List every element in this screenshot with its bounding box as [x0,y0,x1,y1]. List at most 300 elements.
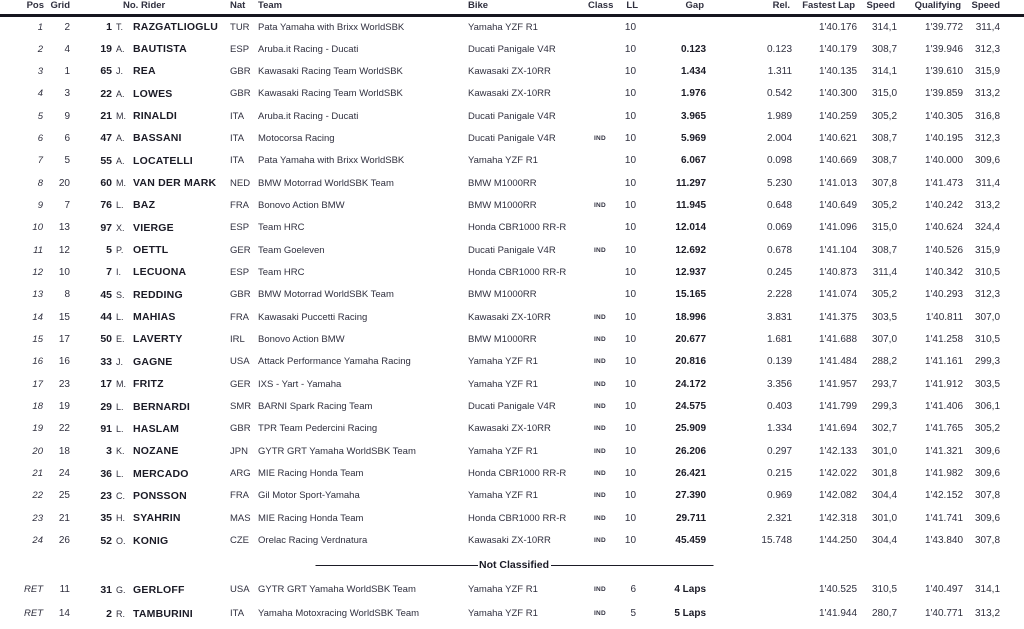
result-row [0,462,1024,484]
position-cell: RET [24,608,43,620]
nationality-cell: ITA [230,110,245,122]
relative-gap-cell: 0.297 [766,445,793,457]
rider-number-cell: 35 [100,512,112,525]
fastest-lap-cell: 1'40.669 [818,155,858,167]
rider-initial: O. [116,535,126,546]
fastest-lap-cell: 1'41.799 [818,401,858,413]
rider-surname: NOZANE [133,445,179,458]
qualifying-speed-cell: 311,4 [975,21,1001,33]
rider-number-cell: 44 [100,311,112,324]
team-cell: Kawasaki Racing Team WorldSBK [258,65,403,77]
rider-cell [112,395,224,417]
rider-number-cell: 1 [106,21,112,34]
rider-number-cell: 31 [100,583,112,596]
relative-gap-cell: 2.004 [766,132,793,144]
nationality-cell: ESP [230,266,250,278]
grid-cell: 24 [58,468,70,480]
rider-cell [112,602,224,626]
rider-surname: LAVERTY [133,333,183,346]
rider-surname: RAZGATLIOGLU [133,21,219,34]
qualifying-speed-cell: 312,3 [974,43,1001,55]
team-cell: BMW Motorrad WorldSBK Team [258,289,394,301]
classified-results-body [0,16,1024,552]
class-cell [588,16,612,38]
grid-cell: 6 [64,132,70,144]
qualifying-time-cell: 1'41.321 [924,445,964,457]
col-header-pos: Pos [0,0,46,16]
rider-initial: I. [116,267,122,278]
fastest-speed-cell: 301,8 [871,468,898,480]
fastest-lap-cell: 1'41.484 [818,356,858,368]
laps-cell: 10 [624,199,637,211]
team-cell: Pata Yamaha with Brixx WorldSBK [258,155,405,167]
nationality-cell: NED [230,177,251,189]
qualifying-speed-cell: 324,4 [974,222,1001,234]
fastest-speed-cell: 302,7 [871,423,898,435]
relative-gap-cell: 3.356 [766,378,793,390]
fastest-speed-cell: 308,7 [871,43,898,55]
result-row [0,150,1024,172]
rider-number-cell: 21 [100,110,112,123]
col-header-bike: Bike [462,0,588,16]
class-cell: IND [593,358,607,366]
qualifying-speed-cell: 310,5 [974,333,1001,345]
fastest-speed-cell: 293,7 [871,378,898,390]
fastest-lap-cell: 1'41.375 [818,311,858,323]
position-cell: 11 [33,244,43,256]
grid-cell: 18 [58,445,70,457]
relative-gap-cell: 0.215 [766,468,793,480]
team-cell: MIE Racing Honda Team [258,468,364,480]
rider-initial: P. [116,245,124,256]
qualifying-speed-cell: 316,8 [974,110,1001,122]
laps-cell: 10 [624,177,637,189]
position-cell: 16 [32,356,43,368]
fastest-speed-cell: 315,0 [871,88,898,100]
fastest-lap-cell: 1'40.135 [818,65,858,77]
relative-gap-cell: 1.681 [766,333,793,345]
laps-cell: 10 [624,490,637,502]
position-cell: 7 [37,155,43,167]
relative-gap-cell: 0.648 [766,199,793,211]
nationality-cell: GBR [230,289,251,301]
position-cell: 8 [37,177,43,189]
relative-gap-cell: 0.139 [766,356,793,368]
rider-cell [112,261,224,283]
qualifying-speed-cell: 311,4 [975,177,1001,189]
grid-cell: 13 [58,222,70,234]
team-cell: GYTR GRT Yamaha WorldSBK Team [258,584,416,596]
gap-cell: 45.459 [675,535,707,547]
position-cell: 15 [32,333,43,345]
grid-cell: 17 [58,333,70,345]
rider-cell [112,462,224,484]
rider-cell [112,418,224,440]
bike-cell: BMW M1000RR [468,177,537,189]
fastest-lap-cell: 1'40.176 [818,21,858,33]
nationality-cell: FRA [230,311,250,323]
position-cell: 12 [32,266,43,278]
team-cell: BMW Motorrad WorldSBK Team [258,177,394,189]
result-row [0,485,1024,507]
laps-cell: 10 [624,378,637,390]
team-cell: Orelac Racing Verdnatura [258,535,368,547]
gap-cell: 26.421 [675,468,707,480]
qualifying-time-cell: 1'42.152 [924,490,964,502]
col-header-class: Class [588,0,612,16]
result-row [0,261,1024,283]
rider-initial: A. [116,44,125,55]
fastest-speed-cell: 304,4 [871,490,898,502]
gap-cell: 1.976 [680,88,707,100]
separator-body [0,552,1024,578]
nationality-cell: TUR [230,21,250,33]
result-row [0,60,1024,82]
result-row [0,351,1024,373]
bike-cell: BMW M1000RR [468,333,537,345]
class-cell [588,261,612,283]
laps-cell: 10 [624,333,637,345]
position-cell: 19 [32,423,43,435]
class-cell: IND [593,470,607,478]
fastest-lap-cell: 1'42.082 [818,490,858,502]
rider-initial: A. [116,155,125,166]
grid-cell: 12 [58,244,70,256]
relative-gap-cell [706,602,792,626]
team-cell: Bonovo Action BMW [258,333,345,345]
rider-surname: FRITZ [133,378,164,391]
col-header-rel: Rel. [706,0,792,16]
col-header-qualifying-speed: Speed [963,0,1024,16]
nationality-cell: IRL [230,333,245,345]
class-cell: IND [593,403,607,411]
nationality-cell: ITA [230,608,245,620]
result-row [0,38,1024,60]
laps-cell: 10 [624,311,637,323]
result-row [0,284,1024,306]
rider-surname: RINALDI [133,110,177,123]
fastest-lap-cell: 1'41.074 [818,289,858,301]
gap-cell: 5.969 [680,132,707,144]
bike-cell: Ducati Panigale V4R [468,110,556,122]
qualifying-speed-cell: 309,6 [974,155,1001,167]
team-cell: GYTR GRT Yamaha WorldSBK Team [258,445,416,457]
rider-surname: KONIG [133,534,169,547]
class-cell: IND [593,246,607,254]
relative-gap-cell: 3.831 [766,311,793,323]
nationality-cell: USA [230,356,250,368]
rider-surname: BASSANI [133,132,182,145]
nationality-cell: GBR [230,65,251,77]
rider-surname: HASLAM [133,422,180,435]
col-header-gap: Gap [640,0,706,16]
col-header-nat: Nat [224,0,252,16]
rider-surname: MAHIAS [133,311,176,324]
relative-gap-cell: 1.989 [766,110,793,122]
not-classified-results-body [0,578,1024,626]
team-cell: IXS - Yart - Yamaha [258,378,342,390]
bike-cell: Kawasaki ZX-10RR [468,88,551,100]
class-cell [588,217,612,239]
qualifying-speed-cell: 305,2 [974,423,1001,435]
grid-cell: 14 [58,608,70,620]
grid-cell: 16 [58,356,70,368]
bike-cell: Ducati Panigale V4R [468,244,556,256]
nationality-cell: MAS [230,512,251,524]
team-cell: Bonovo Action BMW [258,199,345,211]
team-cell: Kawasaki Puccetti Racing [258,311,368,323]
rider-surname: BERNARDI [133,400,191,413]
rider-number-cell: 45 [100,288,112,301]
fastest-speed-cell: 307,0 [871,333,898,345]
fastest-lap-cell: 1'40.649 [818,199,858,211]
gap-cell: 20.677 [675,333,707,345]
rider-number-cell: 52 [100,534,112,547]
class-cell [588,38,612,60]
laps-cell: 10 [624,244,637,256]
result-row [0,395,1024,417]
relative-gap-cell: 0.098 [766,155,793,167]
rider-initial: M. [116,379,126,390]
qualifying-speed-cell: 309,6 [974,445,1001,457]
nationality-cell: FRA [230,490,250,502]
col-header-team: Team [252,0,462,16]
relative-gap-cell: 0.403 [766,401,793,413]
grid-cell: 25 [58,490,70,502]
nationality-cell: SMR [230,401,252,413]
fastest-lap-cell: 1'41.944 [818,608,858,620]
rider-initial: A. [116,88,125,99]
gap-cell: 27.390 [675,490,707,502]
position-cell: 23 [32,512,43,524]
relative-gap-cell: 1.311 [767,65,793,77]
result-row [0,83,1024,105]
separator-dashes-left: ————————————————— [315,558,477,571]
team-cell: Aruba.it Racing - Ducati [258,43,359,55]
result-row [0,373,1024,395]
relative-gap-cell: 1.334 [766,423,793,435]
rider-number-cell: 97 [100,221,112,234]
qualifying-speed-cell: 313,2 [974,88,1001,100]
rider-cell [112,440,224,462]
qualifying-speed-cell: 299,3 [974,356,1001,368]
gap-cell: 25.909 [675,423,707,435]
fastest-speed-cell: 305,2 [871,289,898,301]
team-cell: Team HRC [258,266,305,278]
relative-gap-cell: 0.245 [766,266,793,278]
result-row [0,16,1024,38]
bike-cell: Kawasaki ZX-10RR [468,65,551,77]
bike-cell: Ducati Panigale V4R [468,132,556,144]
qualifying-speed-cell: 307,8 [974,535,1001,547]
fastest-speed-cell: 304,4 [871,535,898,547]
laps-cell: 10 [624,43,637,55]
rider-cell [112,60,224,82]
fastest-lap-cell: 1'40.300 [818,88,858,100]
grid-cell: 3 [64,88,70,100]
col-header-no-rider: No. Rider [72,0,224,16]
qualifying-time-cell: 1'43.840 [924,535,964,547]
position-cell: 2 [37,43,43,55]
rider-surname: REDDING [133,288,183,301]
qualifying-time-cell: 1'40.305 [924,110,964,122]
fastest-speed-cell: 315,0 [871,222,898,234]
relative-gap-cell: 2.321 [766,512,793,524]
rider-number-cell: 29 [100,400,112,413]
relative-gap-cell: 0.969 [766,490,793,502]
nationality-cell: USA [230,584,250,596]
fastest-speed-cell: 305,2 [871,110,898,122]
rider-initial: L. [116,401,124,412]
rider-number-cell: 3 [106,445,112,458]
bike-cell: Yamaha YZF R1 [468,490,538,502]
rider-cell [112,127,224,149]
rider-cell [112,150,224,172]
qualifying-time-cell: 1'39.946 [924,43,964,55]
qualifying-time-cell: 1'41.765 [924,423,964,435]
nationality-cell: FRA [230,199,250,211]
nationality-cell: ITA [230,132,245,144]
gap-cell: 15.165 [675,289,707,301]
qualifying-time-cell: 1'40.497 [924,584,964,596]
result-row [0,127,1024,149]
relative-gap-cell: 0.069 [766,222,793,234]
position-cell: 6 [37,132,43,144]
rider-surname: SYAHRIN [133,512,181,525]
result-row [0,328,1024,350]
class-cell: IND [593,201,607,209]
rider-cell [112,373,224,395]
result-row [0,507,1024,529]
rider-surname: LOCATELLI [133,154,193,167]
class-cell: IND [593,313,607,321]
rider-surname: MERCADO [133,467,189,480]
rider-initial: L. [116,200,124,211]
col-header-fastest-speed: Speed [857,0,897,16]
result-row [0,217,1024,239]
qualifying-time-cell: 1'41.741 [924,512,964,524]
team-cell: TPR Team Pedercini Racing [258,423,378,435]
rider-cell [112,239,224,261]
laps-cell: 10 [624,110,637,122]
qualifying-speed-cell: 315,9 [974,65,1001,77]
result-row [0,578,1024,602]
qualifying-speed-cell: 310,5 [974,266,1001,278]
col-header-laps: LL [612,0,640,16]
qualifying-time-cell: 1'40.811 [925,311,964,323]
laps-cell: 10 [624,535,637,547]
class-cell [588,60,612,82]
rider-surname: LECUONA [133,266,187,279]
laps-cell: 10 [624,289,637,301]
rider-number-cell: 7 [106,266,112,279]
team-cell: Aruba.it Racing - Ducati [258,110,359,122]
rider-number-cell: 91 [100,422,112,435]
fastest-speed-cell: 311,4 [872,266,898,278]
rider-cell [112,351,224,373]
nationality-cell: JPN [230,445,248,457]
qualifying-time-cell: 1'41.406 [924,401,964,413]
position-cell: 9 [37,199,43,211]
rider-number-cell: 76 [100,199,112,212]
bike-cell: Honda CBR1000 RR-R [468,222,567,234]
result-row [0,172,1024,194]
rider-initial: K. [116,446,125,457]
rider-surname: GERLOFF [133,583,185,596]
separator-content [296,559,732,571]
gap-cell: 12.937 [675,266,707,278]
fastest-lap-cell: 1'41.013 [818,177,858,189]
fastest-speed-cell: 308,7 [871,244,898,256]
fastest-lap-cell: 1'40.525 [818,584,858,596]
gap-cell: 4 Laps [674,584,707,596]
gap-cell: 18.996 [675,311,707,323]
grid-cell: 20 [58,177,70,189]
position-cell: 24 [32,535,43,547]
qualifying-speed-cell: 309,6 [974,512,1001,524]
bike-cell: Honda CBR1000 RR-R [468,468,567,480]
grid-cell: 8 [64,289,70,301]
rider-surname: BAZ [133,199,156,212]
rider-surname: PONSSON [133,489,187,502]
grid-cell: 19 [58,401,70,413]
laps-cell: 10 [624,423,637,435]
rider-cell [112,172,224,194]
class-cell [588,83,612,105]
rider-initial: M. [116,111,126,122]
team-cell: Gil Motor Sport-Yamaha [258,490,360,502]
bike-cell: Yamaha YZF R1 [468,608,538,620]
qualifying-time-cell: 1'40.771 [924,608,964,620]
fastest-speed-cell: 314,1 [871,21,898,33]
class-cell: IND [593,447,607,455]
separator-label: Not Classified [478,558,549,571]
result-row [0,306,1024,328]
grid-cell: 4 [64,43,70,55]
rider-initial: L. [116,468,124,479]
qualifying-time-cell: 1'40.293 [924,289,964,301]
class-cell: IND [593,134,607,142]
bike-cell: Yamaha YZF R1 [468,445,538,457]
team-cell: Attack Performance Yamaha Racing [258,356,411,368]
relative-gap-cell: 2.228 [766,289,793,301]
laps-cell: 10 [624,132,637,144]
rider-number-cell: 55 [100,154,112,167]
rider-cell [112,16,224,38]
bike-cell: Kawasaki ZX-10RR [468,535,551,547]
nationality-cell: ESP [230,43,250,55]
rider-initial: A. [116,133,125,144]
col-header-grid: Grid [46,0,72,16]
rider-number-cell: 19 [100,43,112,56]
qualifying-speed-cell: 307,0 [974,311,1001,323]
qualifying-speed-cell: 314,1 [974,584,1001,596]
gap-cell: 29.711 [675,512,707,524]
qualifying-time-cell: 1'41.912 [924,378,964,390]
rider-initial: H. [116,513,125,524]
nationality-cell: GER [230,378,251,390]
position-cell: 10 [32,222,43,234]
position-cell: 4 [37,88,43,100]
qualifying-speed-cell: 307,8 [974,490,1001,502]
qualifying-speed-cell: 309,6 [974,468,1001,480]
laps-cell: 10 [624,468,637,480]
col-header-fastest-lap: Fastest Lap [792,0,857,16]
fastest-lap-cell: 1'40.873 [818,266,858,278]
class-cell [588,105,612,127]
rider-surname: VIERGE [133,221,174,234]
class-cell: IND [593,610,607,618]
